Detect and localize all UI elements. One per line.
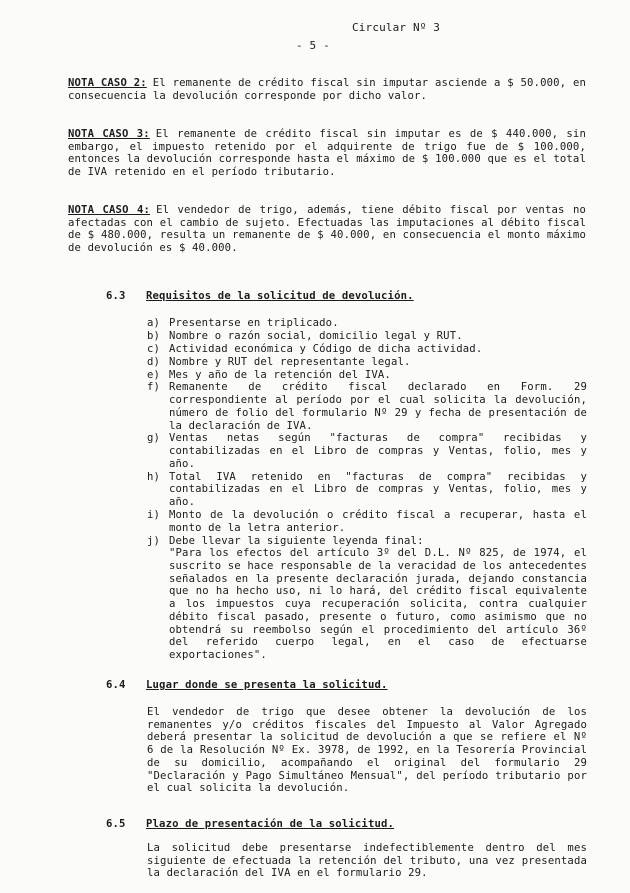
note-label: NOTA CASO 3:: [68, 128, 150, 140]
item-text: Remanente de crédito fiscal declarado en Form. 29 correspondiente al período por el cual solicita la devolución, número de folio del formulario Nº 29 y fecha de presentación de la declaración de IVA.: [169, 381, 587, 432]
item-letter: a): [147, 317, 161, 329]
section-title: Lugar donde se presenta la solicitud.: [146, 679, 388, 691]
item-letter: d): [147, 355, 161, 368]
item-text: Presentarse en triplicado.: [169, 317, 339, 329]
list-item: [147, 330, 587, 343]
item-text: Nombre y RUT del representante legal.: [169, 355, 411, 368]
requirements-list: [147, 317, 587, 662]
list-item: [147, 509, 587, 534]
section-heading-6-5: [106, 818, 394, 831]
running-header: Circular Nº 3: [352, 21, 441, 34]
list-item: [147, 317, 587, 330]
section-number: 6.5: [106, 818, 126, 830]
item-letter: b): [147, 329, 161, 342]
item-text: Ventas netas según "facturas de compra" recibidas y contabilizadas en el Libro de compras y Ventas, folio, mes y año.: [169, 432, 587, 470]
section-number: 6.4: [106, 679, 126, 691]
list-item: [147, 471, 587, 509]
item-letter: f): [147, 381, 161, 394]
note-label: NOTA CASO 2:: [68, 77, 147, 89]
section-heading-6-3: [106, 290, 414, 303]
page-number: - 5 -: [296, 40, 330, 53]
item-text: Monto de la devolución o crédito fiscal a recuperar, hasta el monto de la letra anterior.: [169, 509, 587, 534]
item-letter: h): [147, 470, 161, 483]
note-case-3: [68, 128, 586, 179]
item-text: Debe llevar la siguiente leyenda final:: [169, 534, 424, 547]
item-letter: j): [147, 534, 161, 547]
section-6-5-text: La solicitud debe presentarse indefectiblemente dentro del mes siguiente de efectuada la retención del tributo, una vez presentada la declaración del IVA en el formulario 29.: [147, 842, 587, 880]
list-item: [147, 381, 587, 432]
list-item: [147, 432, 587, 470]
section-title: Plazo de presentación de la solicitud.: [146, 818, 395, 830]
section-title: Requisitos de la solicitud de devolución.: [146, 290, 414, 302]
list-item: [147, 343, 587, 356]
item-text: Nombre o razón social, domicilio legal y RUT.: [169, 329, 463, 342]
item-text: Actividad económica y Código de dicha actividad.: [169, 342, 483, 355]
section-heading-6-4: [106, 679, 388, 692]
section-number: 6.3: [106, 290, 126, 302]
list-item: [147, 535, 587, 662]
note-text: El remanente de crédito fiscal sin imputar es de $ 440.000, sin embargo, el impuesto retenido por el adquirente de trigo fue de $ 100.000, entonces la devolución corresponde hasta el máximo de $ 100.000 que es el total de IVA retenido en el período tributario.: [68, 128, 586, 179]
item-text: Total IVA retenido en "facturas de compra" recibidas y contabilizadas en el Libro de compras y Ventas, folio, mes y año.: [169, 470, 587, 509]
item-text: Mes y año de la retención del IVA.: [169, 368, 391, 381]
note-case-2: [68, 77, 586, 102]
note-text: El vendedor de trigo, además, tiene débito fiscal por ventas no afectadas con el cambio de sujeto. Efectuadas las imputaciones al débito fiscal de $ 480.000, resulta un remanente de $ 40.000, en consecuencia el monto máximo de devolución es $ 40.000.: [68, 204, 586, 255]
list-item: [147, 356, 587, 369]
note-case-4: [68, 204, 586, 255]
item-letter: i): [147, 509, 161, 522]
note-text: El remanente de crédito fiscal sin imputar asciende a $ 50.000, en consecuencia la devolución corresponde por dicho valor.: [68, 77, 586, 102]
legend-quote: "Para los efectos del artículo 3º del D.L. Nº 825, de 1974, el suscrito se hace responsable de la veracidad de los antecedentes señalados en la presente declaración jurada, dejando constancia que no ha hecho uso, ni lo hará, del crédito fiscal equivalente a los impuestos cuya recuperación solicita, contra cualquier débito fiscal pasado, presente o futuro, como asimismo que no obtendrá su reembolso según el procedimiento del artículo 36º del referido cuerpo legal, en el caso de efectuarse exportaciones".: [169, 547, 587, 661]
note-label: NOTA CASO 4:: [68, 204, 151, 216]
item-letter: e): [147, 368, 161, 381]
item-letter: c): [147, 342, 161, 355]
list-item: [147, 369, 587, 382]
section-6-4-text: El vendedor de trigo que desee obtener la devolución de los remanentes y/o créditos fiscales del Impuesto al Valor Agregado deberá presentar la solicitud de devolución a que se refiere el Nº 6 de la Resolución Nº Ex. 3978, de 1992, en la Tesorería Provincial de su domicilio, acompañando el original del formulario 29 "Declaración y Pago Simultáneo Mensual", del período tributario por el cual solicita la devolución.: [147, 706, 587, 795]
item-letter: g): [147, 432, 161, 445]
